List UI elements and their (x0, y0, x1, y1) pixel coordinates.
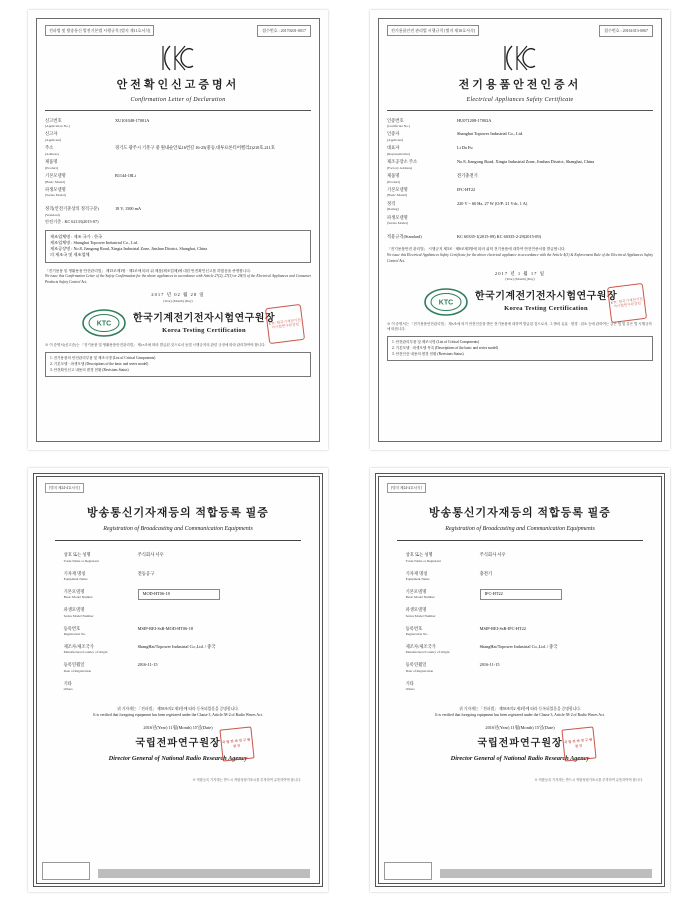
field-label-en: Manufacturer/Country of Origin (63, 650, 108, 655)
table-row (406, 659, 635, 677)
verification-note-en: It is verified that foregoing equipment has been registered under the Clause 3, Article 58-2 of Radio Waves Act. (435, 712, 605, 717)
table-row (64, 659, 293, 677)
table-row (64, 604, 293, 622)
field-value (115, 158, 311, 172)
field-value: IFC-HT22 (457, 186, 476, 192)
field-row (387, 144, 653, 158)
agency-name-ko: 국립전파연구원장 (477, 738, 563, 750)
standard-label: 안전기준 : KC 62133(2015-07) (45, 219, 99, 225)
field-label-ko: 등록번호 (405, 625, 423, 631)
document-title-en: Electrical Appliances Safety Certificate (466, 96, 574, 103)
issue-date: 2016년(Year) 11월(Month) 15일(Date) (485, 724, 555, 730)
field-value (115, 130, 311, 144)
field-label-en: Registration No. (63, 632, 87, 637)
field-label-ko: 대표자 (387, 145, 400, 151)
field-row (45, 158, 311, 172)
field-label-en: (Factory Address) (387, 165, 413, 170)
document-title-ko: 방송통신기자재등의 적합등록 필증 (429, 507, 611, 520)
field-label-en: (Basic Model) (387, 193, 408, 198)
form-reference: 전파법 및 방송통신 발전기본법 시행규칙 [별지 제11호서식] (45, 25, 154, 36)
agency-name-ko: 한국기계전기전자시험연구원장 (474, 291, 618, 303)
scan-artifact-bar (440, 869, 652, 878)
attachment-item: 2. 기본모델 · 파생모델 목록 (Descriptions of the basic and series model) (392, 345, 499, 350)
verification-note (45, 706, 311, 718)
document-title-en: Registration of Broadcasting and Communication Equipments (103, 525, 253, 532)
field-label-en: Equipment Name (405, 577, 430, 582)
receipt-number: 접수번호 : 20170201-0017 (257, 25, 311, 37)
field-row (387, 214, 653, 228)
issuing-agency-ko (45, 736, 311, 751)
certificate-body (378, 18, 662, 442)
field-label-ko: 기본모델명 (387, 186, 408, 192)
field-label-ko: 제품명 (387, 173, 400, 179)
field-value: 경기도 광주시 기흥구 중 원내순안로16번길 16-25(중동,대투프론티어밸리2)210호,211호 (115, 145, 275, 151)
field-label-ko: 기타 (405, 680, 414, 686)
attachment-list (45, 352, 311, 377)
field-table (45, 117, 311, 200)
verification-note-ko: 위 기자재는 「전파법」 제58조의2 제3항에 따라 등록되었음을 증명합니다. (459, 706, 581, 711)
attachment-item: 3. 안전인증 내용의 변경 현황 (Revisions Status) (392, 351, 464, 356)
field-row (387, 186, 653, 200)
field-label-ko: 기본모델명 (45, 173, 66, 179)
field-label-en: Basic Model Number (405, 595, 435, 600)
field-label-ko: 기타 (63, 680, 72, 686)
field-value: 220 V ~ 60 Hz, 27 W (O/P: 21 Vdc, 1 A) (457, 200, 528, 206)
standard-label: 적용규격(Standard) (387, 233, 422, 239)
field-value: No.8, Jiangong Road, Xingta Industrial Zone, Jinshan District, Shanghai, China (457, 159, 595, 165)
field-label-en: (Rating) (387, 207, 399, 212)
official-seal-stamp: 국립전파연구원장인 (561, 727, 596, 762)
document-title-en: Registration of Broadcasting and Communication Equipments (445, 525, 595, 532)
field-label-en: Trade Name or Registrant (405, 558, 441, 563)
field-label-en: (Applicant) (387, 137, 404, 142)
receipt-number: 접수번호 : 20161013-0067 (599, 25, 653, 37)
field-table (387, 117, 653, 228)
footnote: ※ 이 증명서는 「전기용품안전관리법」 제5조에 의거 안전인증을 받은 전기용품에 대하여 발급된 것으로서, 그 밖의 유효 · 변경 · 취소 등에 관하여는 같은 법 및 같은 법 시행규칙에 따릅니다. (387, 321, 652, 331)
issue-date (45, 292, 311, 304)
field-value (138, 604, 293, 622)
verification-note-ko: 위 기자재는 「전파법」 제58조의2 제3항에 따라 등록되었음을 증명합니다. (117, 706, 239, 711)
field-row (387, 130, 653, 144)
field-label-en: Series Model Number (405, 613, 436, 618)
field-value: 전기충전기 (457, 173, 478, 179)
agency-name-en: Director General of National Radio Research Agency (108, 755, 248, 763)
field-label-en: Registration No. (405, 632, 429, 637)
form-reference: [별지 제24-4호서식] (387, 483, 426, 493)
field-label-ko: 파생모델명 (63, 607, 85, 613)
factory-line: 제조업체명 : Shanghai Topower Industrial Co., Ltd. (50, 239, 138, 245)
scan-artifact-box (384, 862, 432, 880)
field-label-en: Trade Name or Registrant (63, 558, 99, 563)
table-row (64, 677, 293, 695)
field-label-ko: 파생모델명 (45, 186, 66, 192)
document-header (387, 25, 653, 37)
field-label-ko: 제품명 (45, 159, 58, 165)
field-label-ko: 파생모델명 (387, 214, 408, 220)
attachment-item: 1. 전기용품의 안전관리부품 및 제조국명 (List of Critical Components) (50, 356, 156, 361)
field-value: Shanghai Topower Industrial Co., Ltd. (457, 131, 524, 137)
field-label-ko: 주소 (45, 145, 54, 151)
attachment-item: 3. 안전확인신고 내용의 변경 현황 (Revisions Status) (50, 367, 129, 372)
attachment-item: 1. 안전관리부품 및 제조국명 (List of Critical Components) (392, 340, 480, 345)
agency-name-en: Korea Testing Certification (162, 326, 246, 334)
official-seal-stamp: KTC 한국기계전기전자시험연구원장인 (265, 304, 305, 344)
field-value: ShangHai/Topower Industrial Co.,Ltd. / 중국 (479, 643, 558, 649)
field-label-ko: 기자재 명칭 (405, 570, 428, 576)
field-row (387, 200, 653, 214)
table-row (406, 604, 635, 622)
table-row (64, 586, 293, 604)
title-divider (55, 540, 301, 541)
legal-statement (45, 269, 311, 286)
field-value (457, 214, 653, 228)
field-label-ko: 신고자 (45, 131, 58, 137)
field-label-ko: 상호 또는 성명 (63, 552, 91, 558)
document-header (45, 25, 311, 37)
factory-line: 제조공장명 : No.8, Jiangong Road, Xingta Industrial Zone, Jinshan District, Shanghai, China (50, 246, 208, 252)
certificate-bottom-left (28, 468, 328, 892)
footer-note: ※ 적합등록 기자재는 반드시 적합성평가표시를 부착하여 유통하여야 합니다. (534, 777, 643, 782)
rating-label-ko: 정격(안전기준상의 정격구분) (45, 205, 99, 211)
title-divider (45, 110, 311, 111)
document-title-en: Confirmation Letter of Declaration (130, 96, 226, 103)
field-label-ko: 신고번호 (45, 117, 62, 123)
field-label-ko: 등록번호 (63, 625, 81, 631)
factory-line: 의 제조국 및 제조업체 (50, 252, 90, 258)
agency-name-en: Korea Testing Certification (504, 305, 588, 313)
issue-date-value: 2017 년 02 월 28 일 (151, 291, 205, 297)
field-label-ko: 제조자/제조국가 (63, 643, 94, 649)
footnote: ※ 이 증명서(신고증)는 「전기용품 및 생활용품안전관리법」 제15조에 따라 발급된 것으로서 동법 시행규칙의 관련 규정에 따라 관리하여야 합니다. (45, 342, 266, 347)
factory-line: 제조업체명 : 제조 국가 : 한국 (50, 233, 103, 239)
agency-name-en: Director General of National Radio Research Agency (450, 755, 590, 763)
ktc-logo-icon (81, 308, 127, 338)
signature-block (387, 287, 653, 317)
field-label-ko: 상호 또는 성명 (405, 552, 433, 558)
field-label-ko: 기본모델명 (405, 588, 427, 594)
certificate-body (378, 476, 662, 884)
table-row (406, 641, 635, 659)
field-label-en: (Applicant) (45, 137, 62, 142)
field-label-en: (Basic Model) (45, 179, 66, 184)
kc-mark-icon (161, 43, 195, 73)
field-row (387, 158, 653, 172)
table-row (406, 677, 635, 695)
legal-ko: 「전기용품안전 관리법」 시행규칙 제3조 · 제6조제3항에 따라 위의 전기용품에 대하여 안전인증서를 발급합니다. (387, 247, 566, 252)
field-row (387, 172, 653, 186)
attachment-item: 2. 기본모델 · 파생모델 (Descriptions of the basic and series model) (50, 361, 149, 366)
form-reference: 전기용품안전 관리법 시행규칙 [별지 제10호서식] (387, 25, 479, 36)
certificate-bottom-right (370, 468, 670, 892)
field-label-ko: 인증번호 (387, 117, 404, 123)
field-label-en: Equipment Name (63, 577, 88, 582)
agency-name-ko: 국립전파연구원장 (135, 738, 221, 750)
field-label-en: Series Model Number (63, 613, 94, 618)
field-value (115, 186, 311, 200)
field-row (45, 172, 311, 186)
issue-date-caption: (Year) (Month) (Day) (505, 277, 535, 282)
field-label-ko: 등록연월일 (63, 662, 85, 668)
field-label-en: (Address) (45, 151, 59, 156)
field-value: MSIP-REI-SsR-MOD-HT06-18 (137, 625, 194, 631)
standard-value: KC 60335-1(2015-09) KC 60335-2-29(2015-09) (457, 233, 541, 239)
issuing-agency (475, 289, 617, 314)
field-value: 주식회사 서우 (479, 552, 506, 558)
field-label-en: Basic Model Number (63, 595, 93, 600)
field-label-en: Others (63, 687, 73, 692)
form-reference: [별지 제24-4호서식] (45, 483, 84, 493)
field-label-en: (Series Model) (387, 221, 408, 226)
field-label-en: (Application No.) (45, 124, 70, 129)
field-label-en: (Representative) (387, 151, 411, 156)
field-value: 충전기 (479, 570, 493, 576)
field-value: B1144-18Li (115, 173, 136, 179)
svg-text:KTC: KTC (438, 299, 454, 307)
field-label-en: (Product) (387, 179, 401, 184)
field-label-en: Manufacturer/Country of Origin (405, 650, 450, 655)
field-value: ShangHai/Topower Industrial Co.,Ltd. / 중국 (137, 643, 216, 649)
title-divider (397, 540, 643, 541)
rating-block (45, 205, 311, 226)
field-label-ko: 파생모델명 (405, 607, 427, 613)
field-value (480, 677, 635, 695)
field-value: 전동공구 (137, 570, 155, 576)
document-title-ko: 전기용품안전인증서 (458, 79, 582, 91)
table-row (64, 622, 293, 640)
legal-en: We issue this Confirmation Letter of the Safety Confirmation for the above appliances in accordance with Article 27(2), 27(3) or 29(3) of the Electrical Appliances and Consumer Products Safety Control Act. (45, 274, 311, 285)
rating-label-en: (Standard) (45, 212, 60, 217)
field-label-ko: 제조자/제조국가 (405, 643, 436, 649)
field-row (45, 130, 311, 144)
document-title-ko: 방송통신기자재등의 적합등록 필증 (87, 507, 269, 520)
field-label-ko: 기자재 명칭 (63, 570, 86, 576)
field-row (45, 186, 311, 200)
table-row (406, 549, 635, 567)
field-value (138, 677, 293, 695)
table-row (406, 586, 635, 604)
field-value: 주식회사 서우 (137, 552, 164, 558)
verification-note (387, 706, 653, 718)
factory-info-box (45, 230, 311, 263)
certificate-top-left (28, 10, 328, 450)
title-divider (387, 110, 653, 111)
legal-ko: 「전기용품 및 생활용품 안전관리법」 제15조제1항 · 제3조에 따라 위 제품(제조업체)에 대한 안전확인신고를 하였음을 증명합니다. (45, 268, 251, 273)
field-label-en: Others (405, 687, 415, 692)
field-value: MSIP-REI-SsR-IFC-HT22 (479, 625, 526, 631)
issue-date: 2016년(Year) 11월(Month) 15일(Date) (143, 724, 213, 730)
field-row (387, 117, 653, 131)
standard-row (387, 233, 653, 242)
field-value: XU101048-17001A (115, 117, 150, 123)
field-value-boxed: MOD-HT06-18 (138, 589, 220, 600)
field-label-en: Date of Registration (63, 668, 92, 673)
agency-name-ko: 한국기계전기전자시험연구원장 (132, 312, 276, 324)
document-title-ko: 안전확인신고증명서 (116, 79, 240, 91)
field-table (406, 549, 635, 696)
scan-artifact-box (42, 862, 90, 880)
table-row (64, 567, 293, 585)
field-row (45, 144, 311, 158)
field-value: Li Da Fu (457, 145, 473, 151)
standard-block (387, 233, 653, 242)
issue-date-caption: (Year) (Month) (Day) (163, 298, 193, 303)
field-value: 2016-11-15 (137, 662, 158, 668)
field-label-en: (Series Model) (45, 193, 66, 198)
field-label-ko: 정격 (387, 200, 396, 206)
field-label-ko: 제조공장소 주소 (387, 159, 418, 165)
certificate-top-right (370, 10, 670, 450)
ktc-logo-icon (423, 287, 469, 317)
signature-block (45, 308, 311, 338)
legal-en: We issue this Electrical Appliances Safety Certificate for the above electrical appliance in accordance with the Article 4(3) & Enforcement Rule of the Electrical Appliances Safety Control Act. (387, 253, 653, 263)
footer-note: ※ 적합등록 기자재는 반드시 적합성평가표시를 부착하여 유통하여야 합니다. (192, 777, 301, 782)
issue-date (387, 271, 653, 283)
field-value-boxed: IFC-HT22 (480, 589, 562, 600)
table-row (64, 549, 293, 567)
attachment-list (387, 336, 653, 361)
field-label-en: (Product) (45, 165, 59, 170)
field-row (45, 117, 311, 131)
issuing-agency-ko (387, 736, 653, 751)
field-label-en: (Certificate No.) (387, 124, 411, 129)
table-row (64, 641, 293, 659)
certificate-body (36, 18, 320, 442)
field-table (64, 549, 293, 696)
field-label-ko: 인증자 (387, 131, 400, 137)
rating-value: 18 V, 1500 mA (115, 205, 142, 211)
rating-row (45, 205, 311, 219)
issue-date-value: 2017 년 1 월 17 일 (494, 270, 546, 276)
official-seal-stamp: 국립전파연구원장인 (219, 727, 254, 762)
legal-statement (387, 247, 653, 264)
field-value: 2016-11-15 (479, 662, 500, 668)
field-label-en: Date of Registration (405, 668, 434, 673)
svg-text:KTC: KTC (96, 320, 112, 328)
field-label-ko: 등록연월일 (405, 662, 427, 668)
table-row (406, 622, 635, 640)
verification-note-en: It is verified that foregoing equipment has been registered under the Clause 3, Article 58-2 of Radio Waves Act. (93, 712, 263, 717)
certificate-body (36, 476, 320, 884)
field-label-ko: 기본모델명 (63, 588, 85, 594)
field-value (480, 604, 635, 622)
official-seal-stamp: KTC 한국기계전기전자시험연구원장인 (607, 282, 647, 322)
scan-artifact-bar (98, 869, 310, 878)
issuing-agency (133, 311, 275, 336)
kc-mark-icon (503, 43, 537, 73)
table-row (406, 567, 635, 585)
field-value: HU071208-17002A (457, 117, 492, 123)
